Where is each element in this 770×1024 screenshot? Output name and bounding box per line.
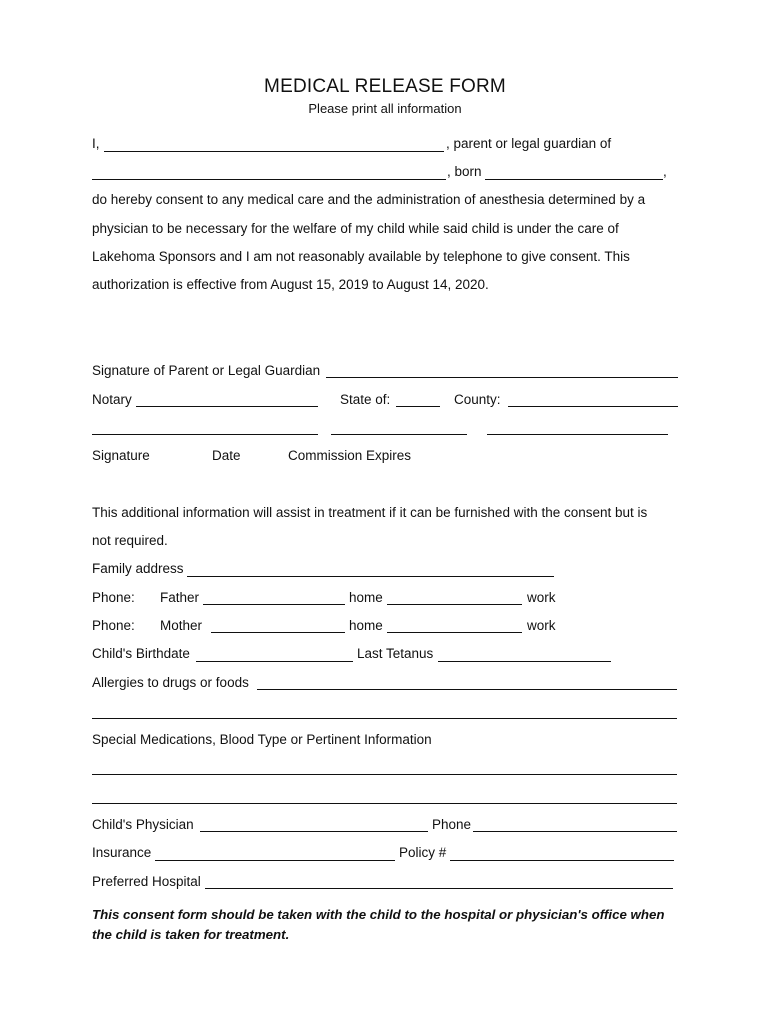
- special-medications-field[interactable]: [92, 774, 677, 775]
- parent-signature-field[interactable]: [326, 377, 678, 378]
- footer-note: This consent form should be taken with the child to the hospital or physician's office when the child is taken for treatment.: [92, 907, 665, 942]
- parent-signature-label: Signature of Parent or Legal Guardian: [92, 363, 321, 378]
- policy-field[interactable]: [450, 860, 674, 861]
- notary-label: Notary: [92, 392, 132, 407]
- parent-guardian-text: , parent or legal guardian of: [446, 136, 612, 151]
- birthdate-label: Child's Birthdate: [92, 646, 190, 661]
- phone-label: Phone:: [92, 618, 135, 633]
- form-subtitle: Please print all information: [308, 101, 462, 116]
- mother-home-phone-field[interactable]: [211, 632, 345, 633]
- allergies-field-continued[interactable]: [92, 718, 677, 719]
- consent-text-line: authorization is effective from August 15, 2019 to August 14, 2020.: [92, 277, 489, 292]
- physician-phone-label: Phone: [432, 817, 472, 832]
- consent-text-line: do hereby consent to any medical care and the administration of anesthesia determined by a: [92, 192, 646, 207]
- phone-label: Phone:: [92, 590, 135, 605]
- physician-field[interactable]: [200, 831, 428, 832]
- family-address-field[interactable]: [187, 576, 554, 577]
- home-label: home: [349, 618, 383, 633]
- additional-intro: not required.: [92, 533, 168, 548]
- child-name-field[interactable]: [92, 179, 446, 180]
- birthdate-field[interactable]: [196, 661, 353, 662]
- hospital-field[interactable]: [205, 888, 673, 889]
- birth-date-field[interactable]: [485, 179, 663, 180]
- commission-expires-field[interactable]: [487, 434, 668, 435]
- notary-field[interactable]: [136, 406, 318, 407]
- consent-text-line: Lakehoma Sponsors and I am not reasonably available by telephone to give consent. This: [92, 249, 630, 264]
- notary-signature-field[interactable]: [92, 434, 318, 435]
- state-field[interactable]: [396, 406, 440, 407]
- born-comma: ,: [663, 164, 667, 179]
- commission-caption: Commission Expires: [288, 448, 412, 463]
- tetanus-label: Last Tetanus: [357, 646, 434, 661]
- additional-intro: This additional information will assist in treatment if it can be furnished with the consent but is: [92, 505, 648, 520]
- consent-text-line: physician to be necessary for the welfare of my child while said child is under the care of: [92, 221, 619, 236]
- special-medications-field-continued[interactable]: [92, 803, 677, 804]
- father-home-phone-field[interactable]: [203, 604, 345, 605]
- insurance-label: Insurance: [92, 845, 152, 860]
- tetanus-field[interactable]: [438, 661, 611, 662]
- physician-label: Child's Physician: [92, 817, 194, 832]
- notary-date-field[interactable]: [331, 434, 467, 435]
- home-label: home: [349, 590, 383, 605]
- work-label: work: [527, 590, 556, 605]
- consent-i-label: I,: [92, 136, 100, 151]
- father-label: Father: [160, 590, 200, 605]
- mother-label: Mother: [160, 618, 203, 633]
- special-medications-label: Special Medications, Blood Type or Pertinent Information: [92, 732, 432, 747]
- born-label: , born: [447, 164, 482, 179]
- work-label: work: [527, 618, 556, 633]
- policy-label: Policy #: [399, 845, 447, 860]
- father-work-phone-field[interactable]: [387, 604, 522, 605]
- guardian-name-field[interactable]: [104, 151, 444, 152]
- county-field[interactable]: [508, 406, 678, 407]
- allergies-field[interactable]: [257, 689, 677, 690]
- mother-work-phone-field[interactable]: [387, 632, 522, 633]
- state-label: State of:: [340, 392, 391, 407]
- physician-phone-field[interactable]: [473, 831, 677, 832]
- insurance-field[interactable]: [155, 860, 395, 861]
- signature-caption: Signature: [92, 448, 150, 463]
- date-caption: Date: [212, 448, 241, 463]
- hospital-label: Preferred Hospital: [92, 874, 201, 889]
- county-label: County:: [454, 392, 501, 407]
- family-address-label: Family address: [92, 561, 184, 576]
- form-title: MEDICAL RELEASE FORM: [264, 76, 506, 97]
- allergies-label: Allergies to drugs or foods: [92, 675, 249, 690]
